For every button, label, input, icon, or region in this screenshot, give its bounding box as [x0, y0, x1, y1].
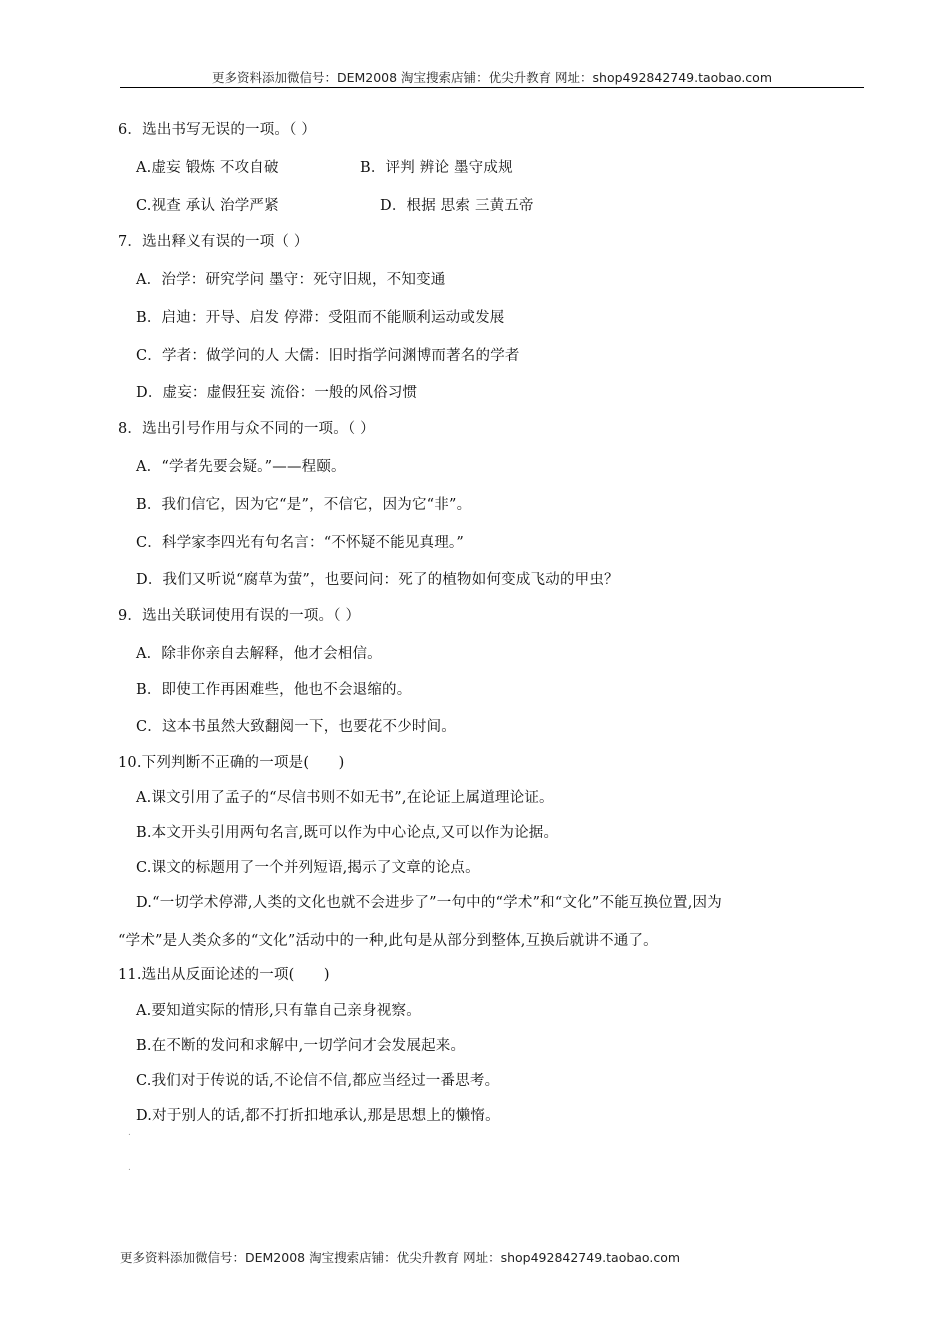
question-7-option-a: A．治学：研究学问 墨守：死守旧规，不知变通 [136, 272, 446, 288]
question-10-option-a: A.课文引用了孟子的“尽信书则不如无书”,在论证上属道理论证。 [136, 790, 554, 806]
header-rule [120, 87, 864, 88]
question-8-option-d: D．我们又听说“腐草为萤”，也要问问：死了的植物如何变成飞动的甲虫？ [136, 572, 619, 588]
question-6-option-c: C.视查 承认 治学严紧 [136, 198, 279, 214]
question-6-option-a: A.虚妄 锻炼 不攻自破 [136, 160, 279, 176]
question-9-option-a: A．除非你亲自去解释，他才会相信。 [136, 646, 382, 662]
question-10-option-d-line2: “学术”是人类众多的“文化”活动中的一种,此句是从部分到整体,互换后就讲不通了。 [118, 933, 658, 949]
question-8-option-a: A．“学者先要会疑。”——程颐。 [136, 459, 346, 475]
question-8-stem: 8．选出引号作用与众不同的一项。（ ） [118, 421, 375, 437]
question-7-option-c: C．学者：做学问的人 大儒：旧时指学问渊博而著名的学者 [136, 348, 520, 364]
question-6-stem: 6．选出书写无误的一项。（ ） [118, 122, 317, 138]
question-8-option-c: C．科学家李四光有句名言：“不怀疑不能见真理。” [136, 535, 464, 551]
question-11-option-d: D.对于别人的话,都不打折扣地承认,那是思想上的懒惰。 [136, 1108, 500, 1124]
question-10-stem: 10.下列判断不正确的一项是( ) [118, 755, 345, 771]
paragraph-mark: . [128, 1128, 131, 1138]
question-11-option-c: C.我们对于传说的话,不论信不信,都应当经过一番思考。 [136, 1073, 500, 1089]
question-11-stem: 11.选出从反面论述的一项( ) [118, 967, 330, 983]
question-10-option-c: C.课文的标题用了一个并列短语,揭示了文章的论点。 [136, 860, 480, 876]
question-8-option-b: B．我们信它，因为它“是”，不信它，因为它“非”。 [136, 497, 472, 513]
question-9-option-c: C．这本书虽然大致翻阅一下，也要花不少时间。 [136, 719, 456, 735]
question-9-option-b: B．即使工作再困难些，他也不会退缩的。 [136, 682, 412, 698]
question-6-option-d: D．根据 思索 三黄五帝 [380, 198, 534, 214]
question-6-option-b: B．评判 辨论 墨守成规 [360, 160, 513, 176]
question-7-option-d: D．虚妄：虚假狂妄 流俗：一般的风俗习惯 [136, 385, 418, 401]
page-footer: 更多资料添加微信号：DEM2008 淘宝搜索店铺：优尖升教育 网址：shop492842749.taobao.com [120, 1250, 681, 1265]
question-10-option-b: B.本文开头引用两句名言,既可以作为中心论点,又可以作为论据。 [136, 825, 559, 841]
paragraph-mark: . [128, 1163, 131, 1173]
question-11-option-b: B.在不断的发问和求解中,一切学问才会发展起来。 [136, 1038, 466, 1054]
page-header: 更多资料添加微信号：DEM2008 淘宝搜索店铺：优尖升教育 网址：shop492842749.taobao.com [211, 70, 773, 85]
question-11-option-a: A.要知道实际的情形,只有靠自己亲身视察。 [136, 1003, 421, 1019]
question-9-stem: 9．选出关联词使用有误的一项。（ ） [118, 608, 361, 624]
question-10-option-d-line1: D.“一切学术停滞,人类的文化也就不会进步了”一句中的“学术”和“文化”不能互换位置,因为 [136, 895, 722, 911]
question-7-stem: 7．选出释义有误的一项（ ） [118, 234, 309, 250]
question-7-option-b: B．启迪：开导、启发 停滞：受阻而不能顺利运动或发展 [136, 310, 505, 326]
